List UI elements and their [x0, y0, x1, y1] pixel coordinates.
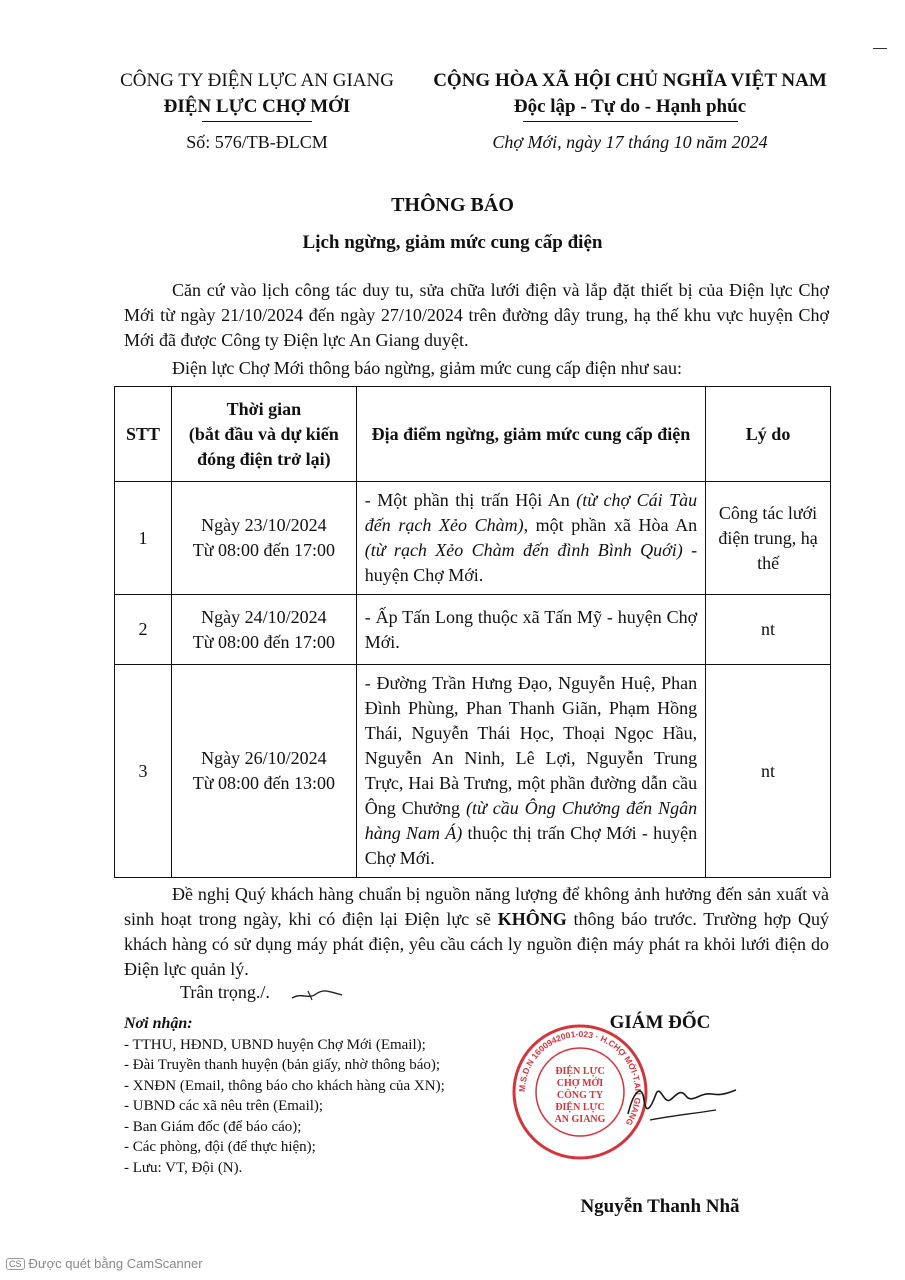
row-stt: 3: [115, 665, 172, 878]
outage-schedule-table: [114, 386, 831, 878]
location-text: - Một phần thị trấn Hội An: [364, 490, 577, 510]
recipient-item: - UBND các xã nêu trên (Email);: [124, 1098, 324, 1114]
closing-emphasis: KHÔNG: [497, 909, 567, 929]
row-reason: nt: [706, 665, 831, 878]
seal-line: ĐIỆN LỰC: [555, 1102, 605, 1113]
recipient-item: - Đài Truyền thanh huyện (bản giấy, nhờ thông báo);: [124, 1057, 441, 1073]
recipient-item: - TTHU, HĐND, UBND huyện Chợ Mới (Email);: [124, 1036, 426, 1053]
recipient-item: - XNĐN (Email, thông báo cho khách hàng của XN);: [124, 1077, 445, 1094]
row-time: [171, 595, 356, 665]
seal-line: CÔNG TY: [556, 1090, 604, 1101]
location-detail: (từ cầu Ông Chưởng đến Ngân hàng Nam Á): [364, 798, 698, 843]
row-hours: Từ 08:00 đến 13:00: [192, 773, 335, 793]
header-time-line2: (bắt đầu và dự kiến: [188, 423, 339, 444]
table-header-row: [115, 387, 831, 482]
location-text: , một phần xã Hòa An: [523, 515, 698, 535]
location-detail: (từ chợ Cái Tàu đến rạch Xẻo Chàm): [364, 490, 698, 535]
scan-edge-mark: [873, 48, 887, 49]
table-row: [115, 482, 831, 595]
recipient-item: - Lưu: VT, Đội (N).: [124, 1159, 243, 1176]
org-unit-name: ĐIỆN LỰC CHỢ MỚI: [163, 96, 351, 117]
motto-underline: [523, 121, 738, 122]
seal-line: AN GIANG: [554, 1114, 606, 1125]
header-location: Địa điểm ngừng, giảm mức cung cấp điện: [356, 387, 705, 482]
scanner-watermark: [6, 1256, 203, 1271]
table-row: [115, 665, 831, 878]
handwritten-signature: [620, 1070, 740, 1130]
row-reason: nt: [706, 595, 831, 665]
recipient-item: - Các phòng, đội (để thực hiện);: [124, 1139, 316, 1155]
row-location: [356, 482, 705, 595]
row-date: Ngày 24/10/2024: [201, 606, 327, 627]
row-time: [171, 482, 356, 595]
seal-line: CHỢ MỚI: [556, 1078, 604, 1089]
row-hours: Từ 08:00 đến 17:00: [192, 540, 335, 560]
closing-text-2: thông báo trước. Trường hợp Quý khách hàng có sử dụng máy phát điện, yêu cầu cách ly nguồn điện máy phát ra khỏi lưới điện do Điện lực quản lý.: [124, 909, 830, 979]
intro-text: Căn cứ vào lịch công tác duy tu, sửa chữa lưới điện và lắp đặt thiết bị của Điện lực Chợ Mới từ ngày 21/10/2024 đến ngày 27/10/2024 trên đường dây trung, hạ thế khu vực huyện Chợ Mới đã được Công ty Điện lực An Giang duyệt.: [124, 280, 829, 350]
place-date: Chợ Mới, ngày 17 tháng 10 năm 2024: [492, 132, 768, 152]
header-time: [171, 387, 356, 482]
row-stt: 2: [115, 595, 172, 665]
header-stt: STT: [115, 387, 172, 482]
national-header: [405, 68, 855, 122]
signer-position: GIÁM ĐỐC: [609, 1012, 711, 1033]
table-row: [115, 595, 831, 665]
location-text: thuộc thị trấn Chợ Mới - huyện Chợ Mới.: [364, 823, 698, 868]
closing-text-1: Đề nghị Quý khách hàng chuẩn bị nguồn năng lượng để không ảnh hưởng đến sản xuất và sinh hoạt trong ngày, khi có điện lại Điện lực sẽ: [124, 884, 829, 929]
document-title: THÔNG BÁO: [391, 194, 514, 216]
header-reason: Lý do: [706, 387, 831, 482]
recipients-block: [124, 1014, 445, 1178]
location-detail: (từ rạch Xẻo Chàm đến đình Bình Quới): [364, 540, 683, 560]
row-stt: 1: [115, 482, 172, 595]
nation-motto: Độc lập - Tự do - Hạnh phúc: [513, 96, 747, 117]
document-subtitle: Lịch ngừng, giảm mức cung cấp điện: [302, 232, 603, 253]
header-time-line3: đóng điện trở lại): [197, 448, 331, 469]
notice-line: [124, 356, 829, 381]
camscanner-icon: CS: [6, 1258, 25, 1270]
regards: Trân trọng./.: [180, 982, 270, 1002]
organization-header: [92, 68, 422, 122]
row-location: [356, 665, 705, 878]
initial-mark: [290, 988, 345, 1002]
signer-name: Nguyễn Thanh Nhã: [580, 1196, 740, 1217]
location-text: - Đường Trần Hưng Đạo, Nguyễn Huệ, Phan Đình Phùng, Phan Thanh Giãn, Phạm Hồng Thái, Nguyễn Thái Học, Thoại Ngọc Hầu, Nguyễn An Ninh, Lê Lợi, Nguyễn Trung Trực, Hai Bà Trưng, một phần đường dẫn cầu Ông Chưởng: [364, 673, 698, 818]
seal-line: ĐIỆN LỰC: [555, 1066, 605, 1077]
closing-paragraph: [124, 882, 829, 982]
seal-ring-text: M.S.D.N 1600942001-023 · H.CHỢ MỚI-T.AN GIANG: [516, 1028, 644, 1128]
scanner-text: Được quét bằng CamScanner: [28, 1256, 203, 1271]
org-underline: [202, 121, 312, 122]
header-time-line1: Thời gian: [226, 398, 302, 419]
row-location: - Ấp Tấn Long thuộc xã Tấn Mỹ - huyện Chợ Mới.: [356, 595, 705, 665]
row-time: [171, 665, 356, 878]
recipients-title: Nơi nhận:: [124, 1015, 193, 1032]
row-hours: Từ 08:00 đến 17:00: [192, 631, 335, 652]
location-text: - huyện Chợ Mới.: [364, 540, 698, 585]
org-parent-name: CÔNG TY ĐIỆN LỰC AN GIANG: [120, 70, 394, 91]
recipient-item: - Ban Giám đốc (để báo cáo);: [124, 1118, 302, 1135]
row-date: Ngày 23/10/2024: [201, 515, 327, 535]
nation-name: CỘNG HÒA XÃ HỘI CHỦ NGHĨA VIỆT NAM: [433, 70, 827, 91]
notice-text: Điện lực Chợ Mới thông báo ngừng, giảm mức cung cấp điện như sau:: [172, 358, 682, 378]
row-reason: Công tác lưới điện trung, hạ thế: [706, 482, 831, 595]
document-number: Số: 576/TB-ĐLCM: [186, 132, 328, 152]
intro-paragraph: [124, 278, 829, 353]
row-date: Ngày 26/10/2024: [201, 748, 327, 768]
